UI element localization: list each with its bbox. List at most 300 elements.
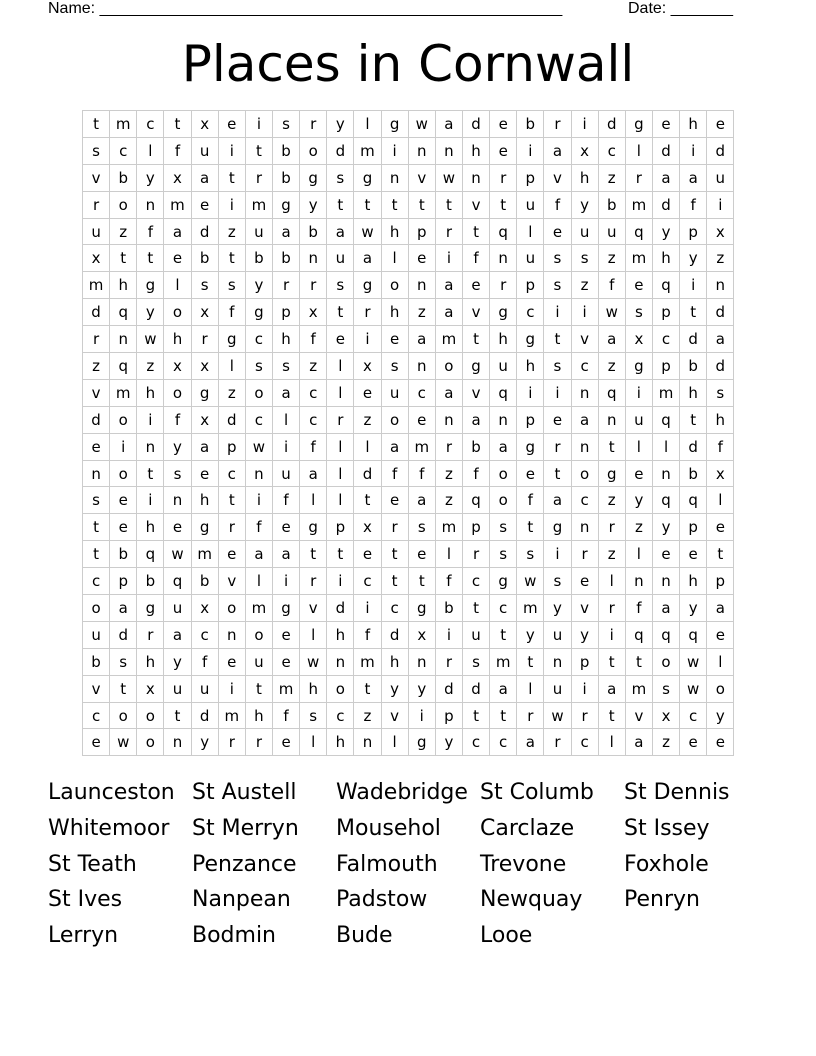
grid-cell: g [354,164,381,191]
grid-cell: l [354,111,381,138]
grid-cell: w [544,702,571,729]
grid-cell: r [300,272,327,299]
grid-cell: y [408,675,435,702]
word-list-item: Carclaze [480,815,575,841]
grid-cell: g [408,595,435,622]
grid-cell: c [517,299,544,326]
grid-cell: f [245,514,272,541]
word-list-item: Penryn [624,887,700,913]
word-list-item: St Columb [480,780,594,805]
grid-cell: t [218,245,245,272]
grid-cell: d [707,299,734,326]
grid-cell: g [490,568,517,595]
grid-cell: e [707,621,734,648]
grid-cell: g [598,460,625,487]
grid-cell: t [245,675,272,702]
grid-cell: m [110,379,137,406]
grid-cell: x [164,353,191,380]
grid-cell: t [462,595,489,622]
grid-row [83,675,734,702]
grid-cell: r [435,218,462,245]
grid-cell: n [83,460,110,487]
grid-cell: h [300,675,327,702]
grid-cell: f [381,460,408,487]
grid-cell: h [164,326,191,353]
grid-cell: c [300,379,327,406]
grid-cell: n [354,729,381,756]
grid-cell: n [490,245,517,272]
grid-cell: e [354,541,381,568]
grid-cell: z [598,245,625,272]
grid-cell: a [435,111,462,138]
grid-cell: c [462,568,489,595]
grid-cell: i [110,433,137,460]
grid-cell: e [408,406,435,433]
grid-cell: t [680,299,707,326]
grid-cell: g [191,514,218,541]
grid-cell: l [327,460,354,487]
grid-cell: v [381,702,408,729]
grid-cell: r [300,111,327,138]
grid-cell: l [707,487,734,514]
grid-cell: z [218,218,245,245]
grid-cell: c [490,729,517,756]
grid-cell: e [408,541,435,568]
grid-row [83,595,734,622]
grid-row [83,353,734,380]
grid-cell: t [381,568,408,595]
grid-cell: r [598,595,625,622]
grid-cell: m [191,541,218,568]
grid-cell: i [354,326,381,353]
grid-cell: f [462,460,489,487]
grid-cell: q [490,218,517,245]
grid-cell: h [327,621,354,648]
grid-cell: s [544,245,571,272]
grid-cell: t [462,326,489,353]
grid-cell: y [517,621,544,648]
grid-row [83,406,734,433]
grid-cell: i [680,137,707,164]
grid-row [83,299,734,326]
grid-cell: m [652,379,679,406]
grid-cell: c [408,379,435,406]
grid-cell: w [164,541,191,568]
grid-cell: z [435,487,462,514]
grid-cell: c [110,137,137,164]
grid-cell: u [245,648,272,675]
grid-cell: o [327,675,354,702]
grid-cell: v [83,164,110,191]
word-list [48,780,788,959]
grid-cell: r [544,433,571,460]
grid-cell: s [490,514,517,541]
grid-cell: e [191,460,218,487]
grid-cell: r [544,729,571,756]
grid-cell: t [300,541,327,568]
grid-cell: s [272,111,299,138]
grid-cell: y [571,621,598,648]
grid-cell: r [354,299,381,326]
grid-cell: a [707,595,734,622]
grid-cell: z [218,379,245,406]
grid-cell: l [598,568,625,595]
grid-cell: m [245,595,272,622]
grid-cell: d [680,326,707,353]
grid-cell: o [571,460,598,487]
grid-cell: d [327,137,354,164]
word-list-item: Mousehol [336,815,441,841]
grid-cell: a [164,621,191,648]
grid-cell: m [625,191,652,218]
grid-cell: p [517,406,544,433]
grid-cell: a [652,164,679,191]
grid-cell: v [83,379,110,406]
grid-cell: e [218,541,245,568]
grid-cell: s [218,272,245,299]
grid-cell: a [191,433,218,460]
grid-cell: o [218,595,245,622]
grid-row [83,648,734,675]
grid-cell: b [680,353,707,380]
grid-cell: z [571,272,598,299]
grid-cell: v [462,299,489,326]
grid-cell: o [652,648,679,675]
grid-cell: h [680,568,707,595]
grid-cell: n [625,568,652,595]
grid-cell: s [327,272,354,299]
grid-cell: m [435,514,462,541]
grid-cell: e [652,541,679,568]
grid-cell: u [598,218,625,245]
grid-cell: r [83,326,110,353]
grid-cell: x [83,245,110,272]
grid-cell: x [164,164,191,191]
grid-cell: e [680,729,707,756]
grid-cell: h [191,487,218,514]
grid-cell: a [707,326,734,353]
grid-cell: t [164,111,191,138]
grid-cell: e [544,406,571,433]
grid-cell: p [462,514,489,541]
grid-cell: a [680,164,707,191]
grid-cell: a [435,272,462,299]
grid-cell: f [137,218,164,245]
grid-cell: s [571,245,598,272]
grid-cell: q [652,487,679,514]
grid-cell: w [680,648,707,675]
grid-cell: z [598,164,625,191]
grid-cell: f [164,406,191,433]
grid-cell: n [462,164,489,191]
grid-cell: i [544,299,571,326]
grid-cell: u [544,621,571,648]
grid-cell: h [137,648,164,675]
grid-cell: f [408,460,435,487]
grid-cell: h [381,648,408,675]
grid-cell: w [354,218,381,245]
grid-cell: c [137,111,164,138]
grid-cell: i [218,191,245,218]
grid-cell: t [408,568,435,595]
grid-cell: l [300,729,327,756]
grid-cell: d [191,702,218,729]
grid-row [83,568,734,595]
grid-cell: i [245,111,272,138]
grid-cell: c [354,568,381,595]
grid-cell: c [300,406,327,433]
grid-cell: l [625,433,652,460]
grid-cell: i [218,137,245,164]
grid-cell: q [110,299,137,326]
grid-cell: o [137,702,164,729]
grid-cell: g [354,272,381,299]
grid-cell: x [191,353,218,380]
grid-cell: y [571,191,598,218]
grid-cell: w [598,299,625,326]
grid-cell: m [164,191,191,218]
grid-cell: t [164,702,191,729]
grid-cell: c [218,460,245,487]
grid-cell: a [408,326,435,353]
grid-cell: i [571,111,598,138]
grid-cell: z [137,353,164,380]
word-list-item: Bodmin [192,923,277,949]
grid-cell: e [218,111,245,138]
grid-cell: b [83,648,110,675]
grid-cell: x [191,111,218,138]
grid-cell: i [408,702,435,729]
grid-cell: o [245,379,272,406]
grid-cell: n [707,272,734,299]
grid-cell: l [300,487,327,514]
word-list-item: Launceston [48,780,175,805]
grid-cell: q [652,406,679,433]
grid-cell: a [164,218,191,245]
grid-cell: v [300,595,327,622]
grid-cell: t [435,191,462,218]
grid-cell: b [137,568,164,595]
grid-cell: o [245,621,272,648]
grid-cell: h [462,137,489,164]
grid-cell: o [110,702,137,729]
grid-cell: a [300,460,327,487]
grid-cell: u [517,191,544,218]
grid-cell: h [490,326,517,353]
grid-cell: n [598,406,625,433]
grid-cell: d [435,675,462,702]
grid-cell: f [354,621,381,648]
grid-cell: c [571,487,598,514]
grid-cell: n [327,648,354,675]
grid-cell: w [137,326,164,353]
grid-cell: x [137,675,164,702]
grid-cell: t [218,164,245,191]
grid-cell: n [218,621,245,648]
grid-cell: s [707,379,734,406]
grid-cell: r [571,702,598,729]
grid-cell: e [164,514,191,541]
grid-cell: s [245,353,272,380]
grid-cell: f [598,272,625,299]
grid-cell: a [272,541,299,568]
grid-cell: i [544,541,571,568]
grid-cell: y [652,218,679,245]
grid-cell: u [164,595,191,622]
grid-cell: h [707,406,734,433]
grid-cell: r [490,272,517,299]
grid-cell: v [571,595,598,622]
grid-cell: h [381,218,408,245]
grid-cell: e [625,460,652,487]
grid-cell: t [544,326,571,353]
grid-cell: u [327,245,354,272]
grid-cell: x [625,326,652,353]
grid-row [83,218,734,245]
grid-cell: l [327,487,354,514]
grid-cell: a [517,729,544,756]
grid-cell: y [164,433,191,460]
grid-cell: f [680,191,707,218]
word-list-item: Whitemoor [48,815,170,841]
word-list-item: Foxhole [624,851,709,877]
grid-cell: n [652,568,679,595]
grid-row [83,433,734,460]
grid-cell: x [354,514,381,541]
grid-cell: h [680,111,707,138]
grid-cell: c [381,595,408,622]
grid-cell: l [517,218,544,245]
grid-cell: w [110,729,137,756]
grid-cell: p [680,514,707,541]
word-list-item: St Merryn [192,815,299,841]
grid-cell: d [83,299,110,326]
grid-cell: r [218,729,245,756]
grid-cell: u [571,218,598,245]
grid-cell: z [598,487,625,514]
grid-cell: n [164,487,191,514]
grid-cell: y [680,245,707,272]
grid-cell: y [544,595,571,622]
grid-cell: q [598,379,625,406]
grid-cell: t [381,191,408,218]
grid-cell: s [625,299,652,326]
grid-cell: t [625,648,652,675]
grid-cell: c [245,406,272,433]
grid-cell: q [625,621,652,648]
grid-cell: u [164,675,191,702]
grid-cell: v [544,164,571,191]
grid-cell: v [462,191,489,218]
grid-cell: e [272,648,299,675]
grid-cell: t [137,245,164,272]
grid-cell: b [245,245,272,272]
word-list-item: St Dennis [624,780,730,805]
grid-cell: a [381,433,408,460]
grid-cell: o [164,299,191,326]
grid-cell: m [245,191,272,218]
header [48,0,748,20]
grid-cell: t [490,702,517,729]
grid-cell: c [652,326,679,353]
grid-cell: n [245,460,272,487]
grid-cell: d [707,353,734,380]
grid-cell: d [707,137,734,164]
grid-cell: u [191,675,218,702]
grid-cell: o [164,379,191,406]
grid-row [83,541,734,568]
grid-cell: e [652,111,679,138]
grid-cell: g [218,326,245,353]
grid-cell: r [191,326,218,353]
grid-cell: m [408,433,435,460]
word-list-item: Penzance [192,851,297,877]
grid-cell: i [435,245,462,272]
grid-cell: l [272,406,299,433]
grid-cell: p [652,299,679,326]
grid-cell: z [110,218,137,245]
grid-cell: v [571,326,598,353]
grid-cell: e [625,272,652,299]
grid-cell: l [625,137,652,164]
grid-cell: t [517,514,544,541]
grid-cell: g [300,514,327,541]
grid-cell: z [83,353,110,380]
grid-cell: x [191,299,218,326]
grid-cell: p [571,648,598,675]
grid-cell: u [83,621,110,648]
grid-cell: o [110,191,137,218]
grid-cell: z [625,514,652,541]
grid-cell: r [598,514,625,541]
grid-cell: u [272,460,299,487]
grid-cell: t [218,487,245,514]
grid-cell: n [435,137,462,164]
grid-cell: c [462,729,489,756]
grid-cell: b [300,218,327,245]
grid-cell: l [218,353,245,380]
grid-cell: c [245,326,272,353]
grid-cell: e [680,541,707,568]
grid-cell: o [490,487,517,514]
grid-cell: m [110,111,137,138]
grid-cell: s [544,353,571,380]
grid-cell: d [110,621,137,648]
grid-cell: s [110,648,137,675]
grid-row [83,245,734,272]
grid-cell: u [625,406,652,433]
grid-cell: p [707,568,734,595]
grid-cell: m [354,648,381,675]
grid-cell: h [272,326,299,353]
grid-cell: a [490,675,517,702]
grid-cell: i [517,137,544,164]
grid-cell: q [110,353,137,380]
grid-cell: p [110,568,137,595]
grid-cell: t [327,541,354,568]
grid-cell: i [327,568,354,595]
grid-cell: l [625,541,652,568]
grid-cell: t [83,541,110,568]
grid-row [83,487,734,514]
grid-cell: u [83,218,110,245]
grid-cell: u [544,675,571,702]
grid-cell: i [517,379,544,406]
grid-cell: s [300,702,327,729]
grid-cell: c [490,595,517,622]
grid-cell: x [191,406,218,433]
grid-cell: p [517,272,544,299]
